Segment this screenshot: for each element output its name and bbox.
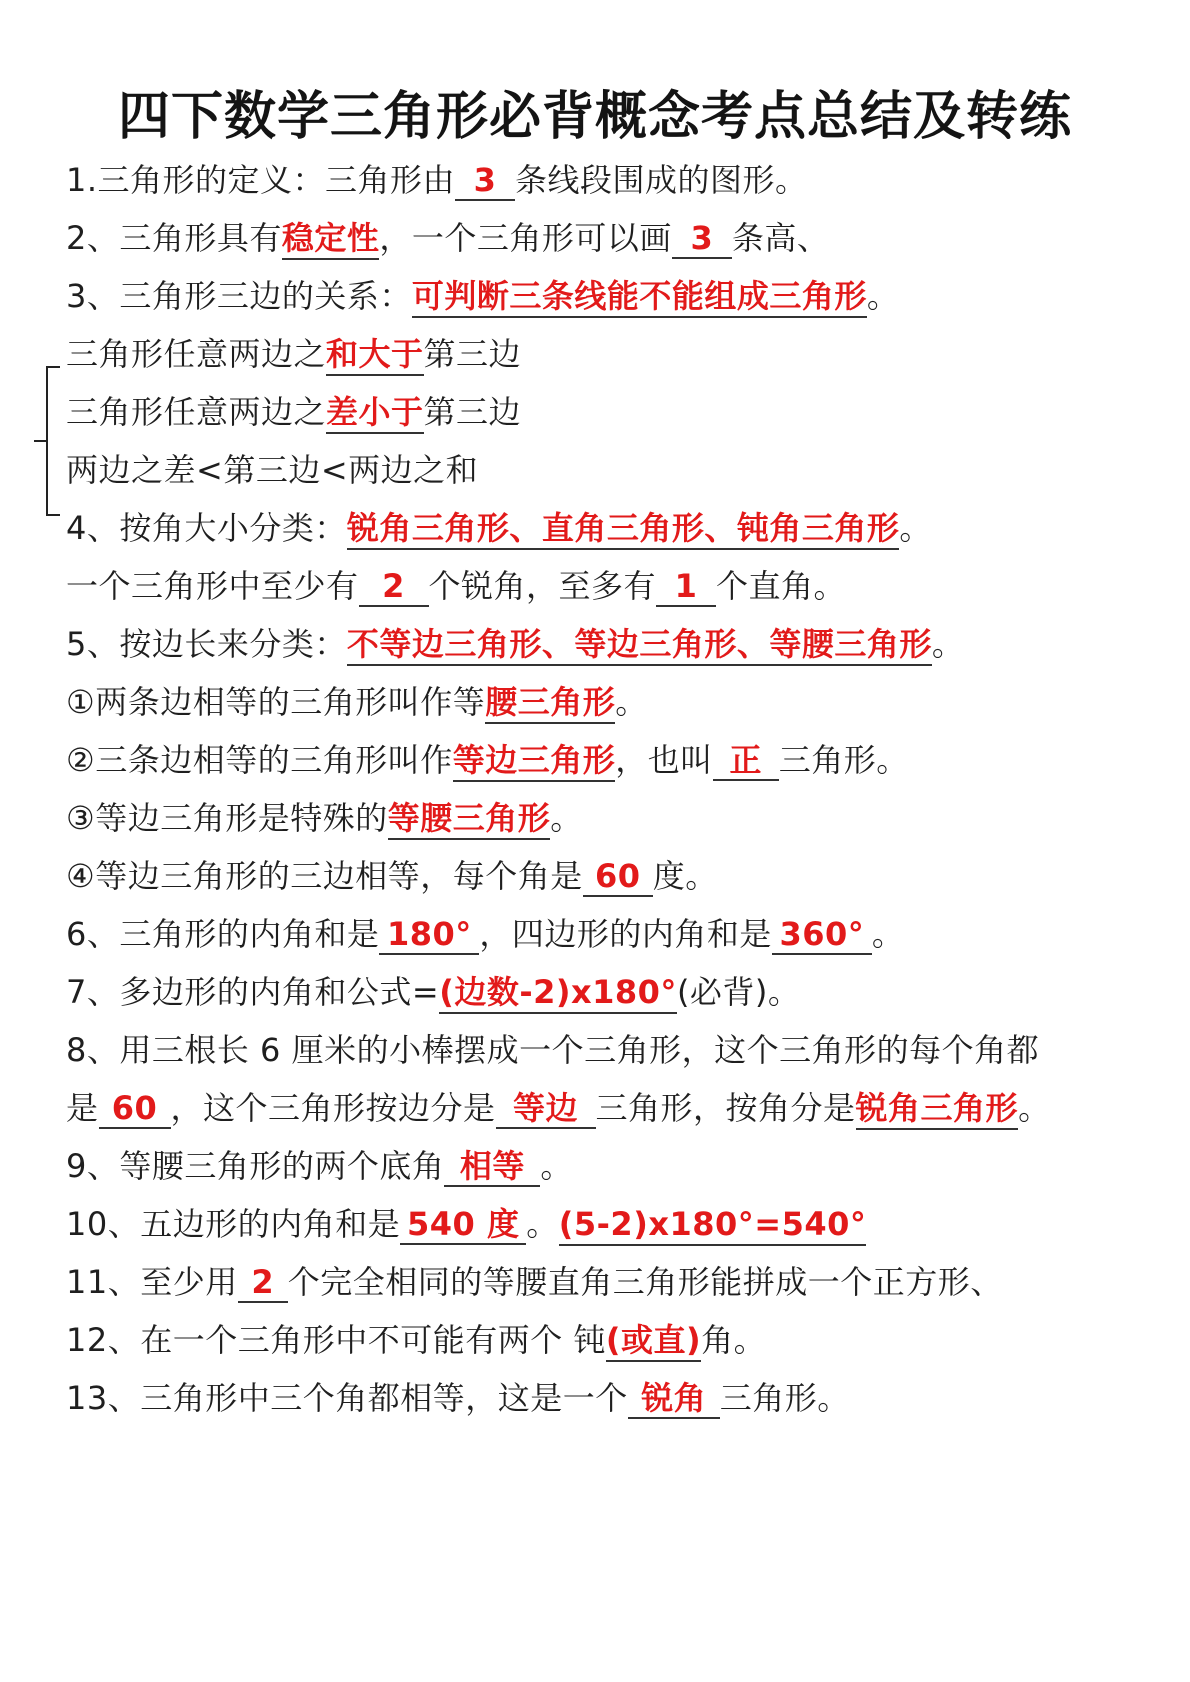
answer-text: 差小于	[326, 393, 424, 434]
item-text: 第三边	[423, 335, 522, 373]
answer-blank: 2	[359, 567, 429, 607]
answer-text: (或直)	[606, 1321, 701, 1362]
item-text: 条高、	[731, 219, 830, 257]
item-text: 。	[550, 799, 583, 837]
answer-text: 腰三角形	[485, 683, 615, 724]
item-11-square-composition	[66, 1260, 1003, 1304]
answer-blank: 180°	[379, 915, 479, 955]
item-text: 三角形，按角分是	[595, 1089, 856, 1127]
item-text: 角。	[701, 1321, 767, 1359]
answer-blank: 2	[238, 1263, 288, 1303]
answer-text: 可判断三条线能不能组成三角形	[412, 277, 867, 318]
item-text: 12、在一个三角形中不可能有两个 钝	[66, 1321, 606, 1359]
equilateral-special-isosceles	[66, 796, 583, 840]
item-2-stability	[66, 216, 829, 260]
left-brace	[46, 366, 62, 516]
item-text: 一个三角形中至少有	[66, 567, 359, 605]
isosceles-definition	[66, 680, 648, 724]
answer-text: 不等边三角形、等边三角形、等腰三角形	[347, 625, 932, 666]
answer-text: 稳定性	[282, 219, 380, 260]
item-text: 三角形任意两边之	[66, 393, 327, 431]
item-8-sticks-answers	[66, 1086, 1051, 1130]
item-text: 。	[526, 1205, 559, 1243]
answer-text: 锐角三角形	[856, 1089, 1019, 1130]
answer-blank: 540 度	[400, 1205, 526, 1245]
item-text: 6、三角形的内角和是	[66, 915, 380, 953]
item-9-isosceles-base-angles	[66, 1144, 573, 1188]
item-10-pentagon-sum	[66, 1202, 866, 1246]
answer-text: (边数-2)x180°	[439, 973, 677, 1014]
item-text: 三角形。	[719, 1379, 850, 1417]
item-text: (必背)。	[676, 973, 801, 1011]
item-text: ④等边三角形的三边相等，每个角是	[66, 857, 583, 895]
item-1-triangle-definition	[66, 158, 808, 202]
item-5-classify-by-side	[66, 622, 964, 666]
answer-text: 等边三角形	[453, 741, 616, 782]
item-text: 5、按边长来分类：	[66, 625, 347, 663]
item-text: 。	[871, 915, 905, 953]
item-text: 3、三角形三边的关系：	[66, 277, 412, 315]
item-text: 。	[1018, 1089, 1051, 1127]
item-4-classify-by-angle	[66, 506, 932, 550]
answer-blank: 60	[583, 857, 653, 897]
item-text: 4、按角大小分类：	[66, 509, 347, 547]
answer-blank: 等边	[496, 1089, 596, 1129]
item-text: 9、等腰三角形的两个底角	[66, 1147, 445, 1185]
item-text: 。	[540, 1147, 573, 1185]
item-text: ②三条边相等的三角形叫作	[66, 741, 453, 779]
item-text: 11、至少用	[66, 1263, 238, 1301]
item-text: ，这个三角形按边分是	[170, 1089, 496, 1127]
item-text: 7、多边形的内角和公式=	[66, 973, 440, 1011]
item-12-impossible-angles	[66, 1318, 766, 1362]
item-text: ，一个三角形可以画	[379, 219, 672, 257]
item-text: 。	[866, 277, 900, 315]
answer-blank: 3	[672, 219, 732, 259]
item-3-side-relation	[66, 274, 899, 318]
item-text: ，四边形的内角和是	[479, 915, 772, 953]
item-text: 10、五边形的内角和是	[66, 1205, 401, 1243]
item-text: 1.三角形的定义：三角形由	[66, 161, 456, 199]
answer-blank: 3	[455, 161, 515, 201]
item-text: 第三边	[423, 393, 522, 431]
item-text: ①两条边相等的三角形叫作等	[66, 683, 486, 721]
item-text: ，也叫	[615, 741, 713, 779]
item-text: ③等边三角形是特殊的	[66, 799, 388, 837]
answer-blank: 正	[713, 741, 779, 781]
item-text: 是	[66, 1089, 99, 1127]
rule-inequality	[66, 448, 478, 492]
rule-difference-less	[66, 390, 521, 434]
item-7-polygon-formula	[66, 970, 800, 1014]
answer-blank: 60	[99, 1089, 171, 1129]
item-text: 。	[931, 625, 965, 663]
item-text: 度。	[652, 857, 718, 895]
item-text: 三角形任意两边之	[66, 335, 327, 373]
equilateral-definition	[66, 738, 909, 782]
answer-text: 和大于	[326, 335, 424, 376]
item-13-equal-angles	[66, 1376, 850, 1420]
item-text: 条线段围成的图形。	[515, 161, 808, 199]
answer-text: 锐角三角形、直角三角形、钝角三角形	[347, 509, 900, 550]
rule-sum-greater	[66, 332, 521, 376]
item-text: 个直角。	[716, 567, 847, 605]
item-text: 个锐角，至多有	[428, 567, 657, 605]
equilateral-angle	[66, 854, 718, 898]
item-text: 个完全相同的等腰直角三角形能拼成一个正方形、	[287, 1263, 1003, 1301]
answer-text: 等腰三角形	[388, 799, 551, 840]
item-text: 两边之差<第三边<两边之和	[66, 451, 479, 489]
item-text: 2、三角形具有	[66, 219, 282, 257]
item-text: 。	[899, 509, 932, 547]
acute-right-count	[66, 564, 846, 608]
item-text: 三角形。	[778, 741, 909, 779]
answer-text: (5-2)x180°=540°	[559, 1205, 867, 1246]
item-text: 8、用三根长 6 厘米的小棒摆成一个三角形，这个三角形的每个角都	[66, 1031, 1040, 1069]
answer-blank: 锐角	[628, 1379, 720, 1419]
item-8-sticks-question	[66, 1028, 1039, 1072]
item-text: 。	[615, 683, 648, 721]
item-6-angle-sums	[66, 912, 904, 956]
answer-blank: 相等	[444, 1147, 540, 1187]
brace-tick	[34, 440, 48, 442]
item-text: 13、三角形中三个角都相等，这是一个	[66, 1379, 628, 1417]
answer-blank: 360°	[772, 915, 872, 955]
answer-blank: 1	[656, 567, 716, 607]
page-title: 四下数学三角形必背概念考点总结及转练	[117, 87, 1072, 147]
